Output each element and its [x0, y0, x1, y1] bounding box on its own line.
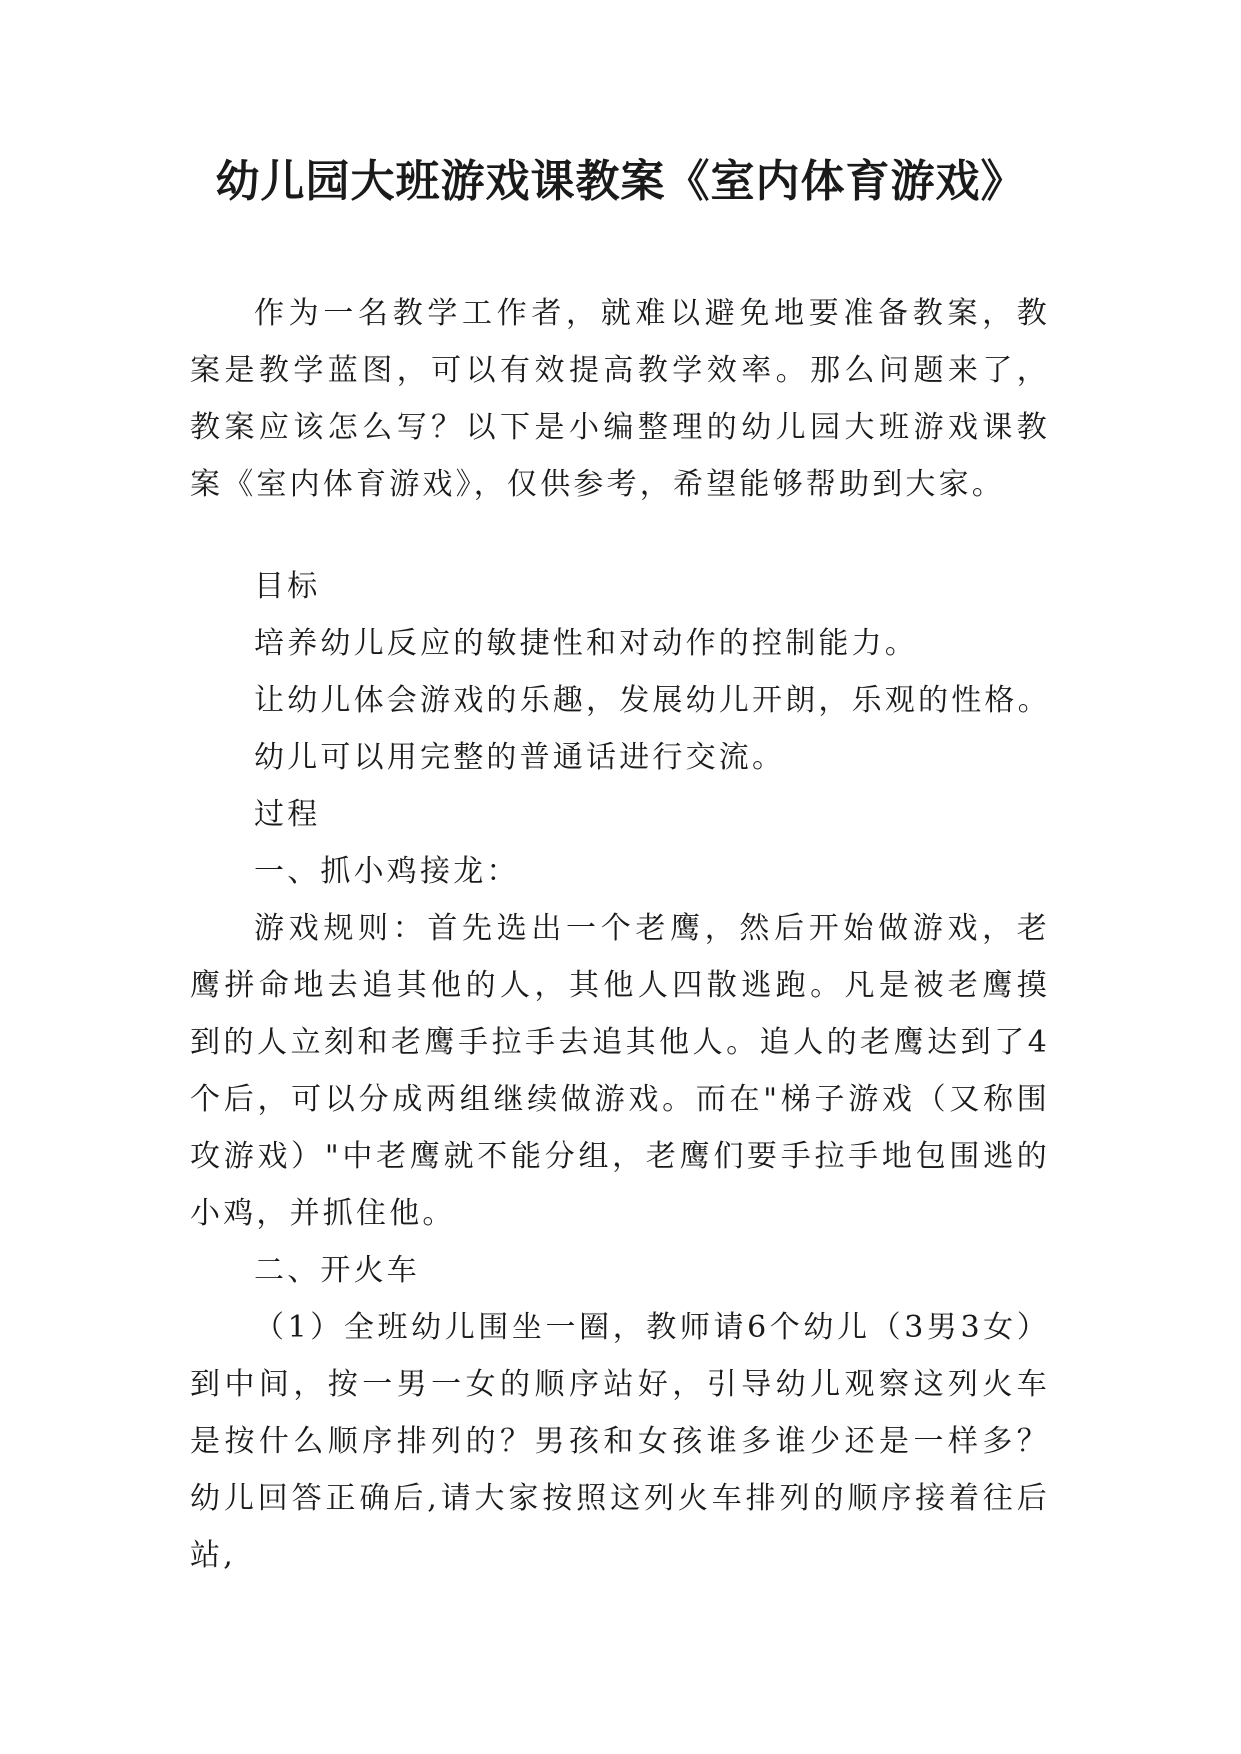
- document-title: 幼儿园大班游戏课教案《室内体育游戏》: [215, 156, 1026, 207]
- section2-step1-paragraph: （1）全班幼儿围坐一圈，教师请6个幼儿（3男3女）到中间，按一男一女的顺序站好，引导幼儿观察这列火车是按什么顺序排列的？男孩和女孩谁多谁少还是一样多？幼儿回答正确后,请大家按照这列火车排列的顺序接着往后站,: [190, 1310, 1050, 1573]
- goal-heading: 目标: [254, 569, 321, 604]
- process-heading: 过程: [254, 797, 321, 832]
- section1-rules-paragraph: 游戏规则：首先选出一个老鹰，然后开始做游戏，老鹰拼命地去追其他的人，其他人四散逃跑。凡是被老鹰摸到的人立刻和老鹰手拉手去追其他人。追人的老鹰达到了4个后，可以分成两组继续做游戏。而在"梯子游戏（又称围攻游戏）"中老鹰就不能分组，老鹰们要手拉手地包围逃的小鸡，并抓住他。: [190, 911, 1050, 1231]
- intro-paragraph: 作为一名教学工作者，就难以避免地要准备教案，教案是教学蓝图，可以有效提高教学效率。那么问题来了，教案应该怎么写？以下是小编整理的幼儿园大班游戏课教案《室内体育游戏》，仅供参考，希望能够帮助到大家。: [190, 296, 1050, 502]
- goal-item: 培养幼儿反应的敏捷性和对动作的控制能力。: [254, 626, 918, 661]
- goal-item: 幼儿可以用完整的普通话进行交流。: [254, 740, 786, 775]
- section2-heading: 二、开火车: [254, 1253, 420, 1288]
- section1-heading: 一、抓小鸡接龙：: [254, 854, 520, 889]
- paragraph-gap: [190, 513, 1050, 558]
- goal-item: 让幼儿体会游戏的乐趣，发展幼儿开朗，乐观的性格。: [254, 683, 1051, 718]
- document-body: [190, 285, 1050, 1584]
